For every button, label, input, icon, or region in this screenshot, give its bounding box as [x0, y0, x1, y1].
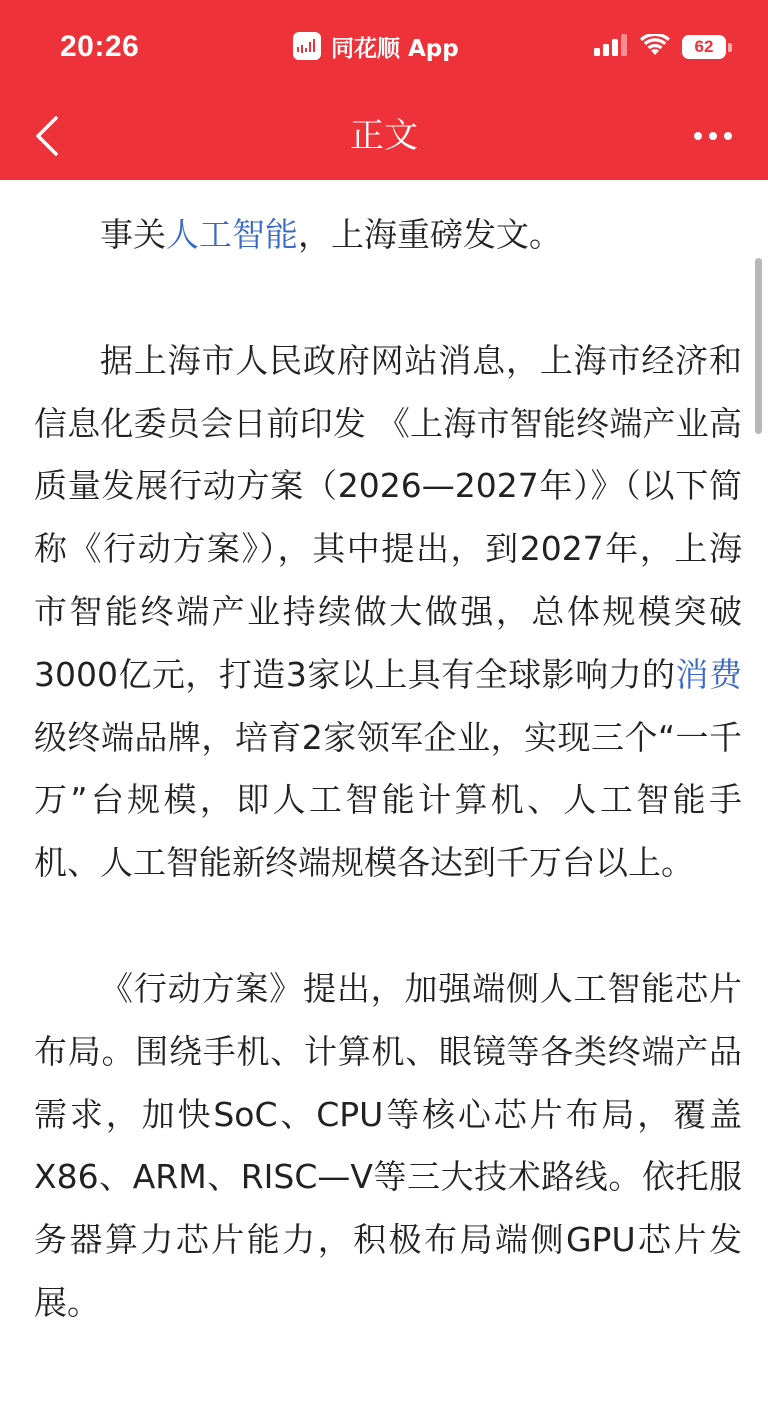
paragraph-text: 《行动方案》提出，加强端侧人工智能芯片布局。围绕手机、计算机、眼镜等各类终端产品需求，加快SoC、CPU等核心芯片布局，覆盖X86、ARM、RISC—V等三大技术路线。依托服务器算力芯片能力，积极布局端侧GPU芯片发展。 [34, 968, 742, 1322]
status-icons [594, 34, 732, 60]
battery-cap [728, 43, 732, 52]
more-dots-icon [724, 132, 732, 140]
cellular-signal-icon [594, 34, 628, 60]
more-button[interactable] [694, 126, 732, 146]
article-paragraph [34, 330, 742, 895]
more-dots-icon [709, 132, 717, 140]
status-bar [0, 0, 768, 96]
page-title: 正文 [350, 116, 418, 156]
wifi-icon [640, 34, 670, 60]
app-name: 同花顺 App [331, 35, 459, 62]
nav-bar [0, 96, 768, 180]
article-paragraph [34, 204, 742, 267]
more-dots-icon [694, 132, 702, 140]
app-logo-icon [293, 32, 321, 60]
scrollbar[interactable] [755, 258, 762, 434]
article-paragraph [34, 958, 742, 1335]
paragraph-text: 事关 [100, 215, 166, 254]
app-indicator[interactable] [293, 31, 459, 61]
battery-icon: 62 [682, 35, 726, 59]
app-header [0, 0, 768, 180]
topic-link-consumption[interactable]: 消费 [675, 654, 743, 694]
paragraph-text: 级终端品牌，培育2家领军企业，实现三个“一千万”台规模，即人工智能计算机、人工智能手机、人工智能新终端规模各达到千万台以上。 [34, 717, 742, 883]
paragraph-text: ，上海重磅发文。 [298, 215, 562, 254]
article-body [34, 204, 742, 1335]
paragraph-text: 据上海市人民政府网站消息，上海市经济和信息化委员会日前印发 《上海市智能终端产业高质量发展行动方案（2026—2027年）》（以下简称《行动方案》），其中提出，到2027年，上海市智能终端产业持续做大做强，总体规模突破3000亿元，打造3家以上具有全球影响力的 [34, 340, 742, 694]
topic-link-ai[interactable]: 人工智能 [166, 215, 298, 254]
status-time: 20:26 [60, 30, 140, 63]
